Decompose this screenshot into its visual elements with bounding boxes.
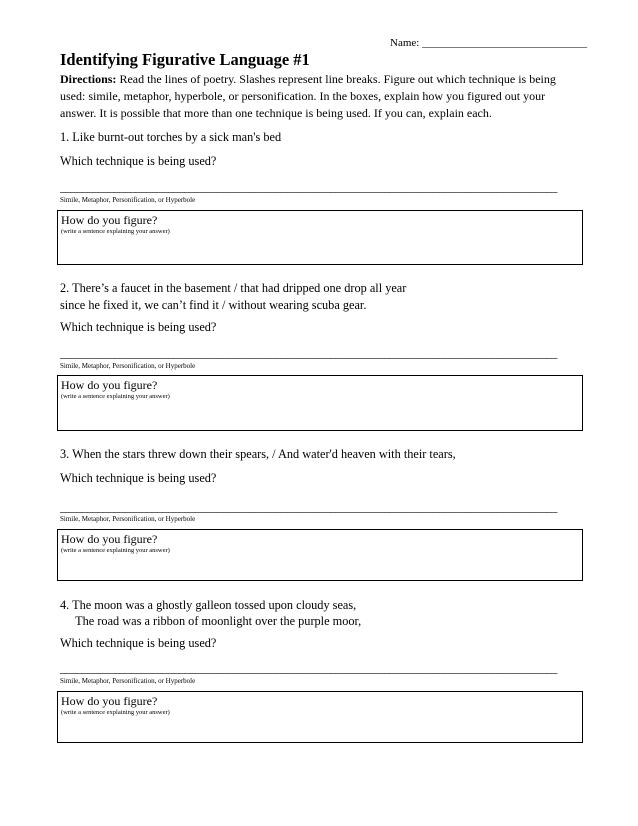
question-2-box-sub: (write a sentence explaining your answer) <box>61 393 170 400</box>
question-3-box-sub: (write a sentence explaining your answer) <box>61 547 170 554</box>
question-4-prompt: Which technique is being used? <box>60 636 217 650</box>
question-4-hint: Simile, Metaphor, Personification, or Hyperbole <box>60 677 196 685</box>
question-1-line-1: 1. Like burnt-out torches by a sick man's bed <box>60 130 282 144</box>
directions-label: Directions: <box>60 72 117 86</box>
question-2-box-heading: How do you figure? <box>61 378 158 392</box>
question-4-box-heading: How do you figure? <box>61 694 158 708</box>
question-1-box-sub: (write a sentence explaining your answer) <box>61 228 170 235</box>
question-2-line-1: 2. There’s a faucet in the basement / that had dripped one drop all year <box>60 281 407 295</box>
question-2-line-2: since he fixed it, we can’t find it / without wearing scuba gear. <box>60 298 367 312</box>
question-4-line-1: 4. The moon was a ghostly galleon tossed upon cloudy seas, <box>60 598 357 612</box>
question-1-hint: Simile, Metaphor, Personification, or Hyperbole <box>60 196 196 204</box>
question-1-explain-box[interactable] <box>57 210 583 265</box>
question-4-box-sub: (write a sentence explaining your answer) <box>61 709 170 716</box>
page-title: Identifying Figurative Language #1 <box>60 50 310 69</box>
directions <box>60 71 580 122</box>
question-1-prompt: Which technique is being used? <box>60 154 217 168</box>
question-2-answer-line[interactable]: ____________________________________________________________________________________________ <box>60 346 557 360</box>
question-2-explain-box[interactable] <box>57 375 583 431</box>
question-1-answer-line[interactable]: ____________________________________________________________________________________________ <box>60 180 557 194</box>
directions-text: Read the lines of poetry. Slashes represent line breaks. Figure out which technique is being used: simile, metaphor, hyperbole, or personification. In the boxes, explain how you figured out your answer. It is possible that more than one technique is being used. If you can, explain each. <box>60 72 556 120</box>
question-4-answer-line[interactable]: ____________________________________________________________________________________________ <box>60 661 557 675</box>
question-2-hint: Simile, Metaphor, Personification, or Hyperbole <box>60 362 196 370</box>
question-3-prompt: Which technique is being used? <box>60 471 217 485</box>
question-3-box-heading: How do you figure? <box>61 532 158 546</box>
question-1-box-heading: How do you figure? <box>61 213 158 227</box>
question-3-line-1: 3. When the stars threw down their spears, / And water'd heaven with their tears, <box>60 447 456 461</box>
question-3-answer-line[interactable]: ____________________________________________________________________________________________ <box>60 500 557 514</box>
name-field[interactable]: Name: ______________________________ <box>390 37 588 49</box>
question-3-explain-box[interactable] <box>57 529 583 581</box>
question-3-hint: Simile, Metaphor, Personification, or Hyperbole <box>60 515 196 523</box>
question-4-explain-box[interactable] <box>57 691 583 743</box>
question-4-line-2: The road was a ribbon of moonlight over the purple moor, <box>60 614 362 628</box>
question-2-prompt: Which technique is being used? <box>60 320 217 334</box>
